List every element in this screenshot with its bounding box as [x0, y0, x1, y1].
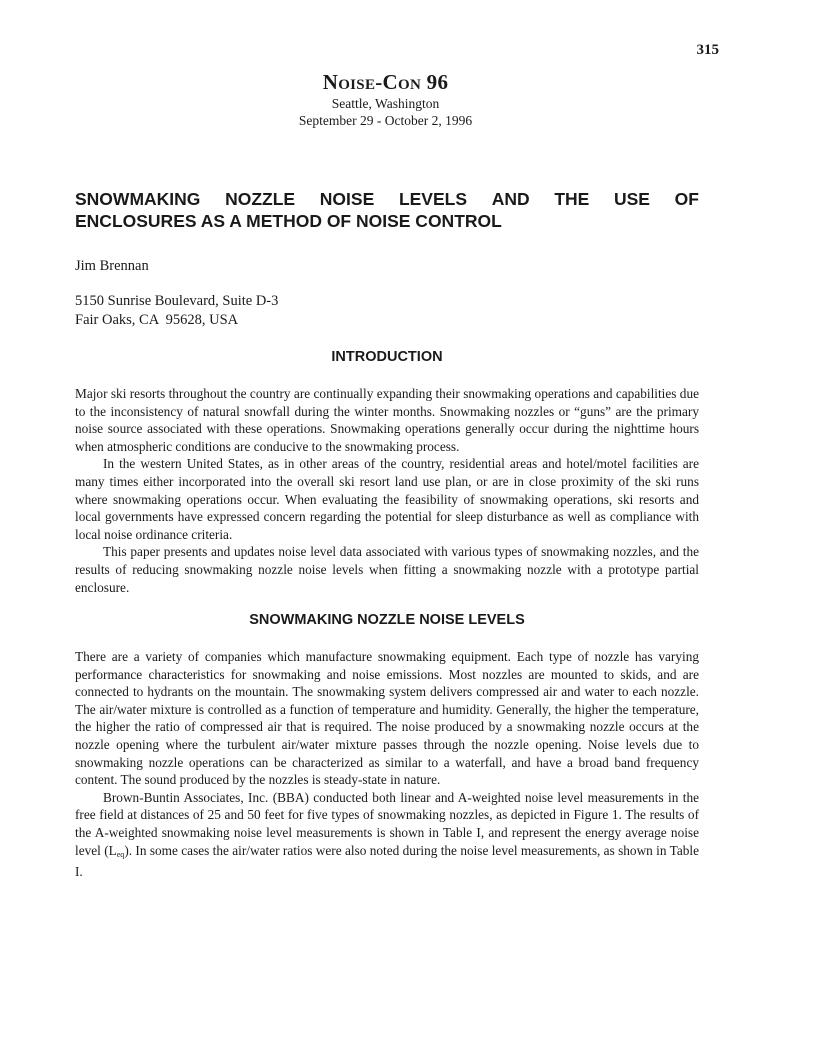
title-word: AND: [491, 189, 530, 209]
title-word: SNOWMAKING: [75, 189, 201, 209]
conference-header: [0, 70, 771, 129]
conference-name: Noise-Con 96: [322, 70, 449, 94]
paragraph-text: Brown-Buntin Associates, Inc. (BBA) conducted both linear and A-weighted noise level measurements in the free field at distances of 25 and 50 feet for five types of snowmaking nozzles, as depicted in Figure 1. The results of the A-weighted snowmaking noise level measurements is shown in Table I, and represent the energy average noise level (L: [75, 789, 699, 858]
paragraph: In the western United States, as in other areas of the country, residential areas and hotel/motel facilities are many times either incorporated into the overall ski resort land use plan, or are in close proximity of the ski runs where snowmaking operations occur. When evaluating the feasibility of snowmaking operations, ski resorts and local governments have expressed concern regarding the potential for sleep disturbance as well as compliance with local noise ordinance criteria.: [75, 456, 699, 542]
conference-dates: September 29 - October 2, 1996: [298, 113, 473, 128]
author-address: [75, 292, 278, 330]
paragraph: [75, 789, 699, 881]
address-line-2: Fair Oaks, CA 95628, USA: [75, 312, 239, 328]
nozzle-noise-levels-body: [75, 648, 699, 881]
title-word: LEVELS: [398, 189, 468, 209]
paper-title: [75, 188, 699, 232]
paragraph-text: ). In some cases the air/water ratios were also noted during the noise level measurements, as shown in Table I.: [75, 842, 699, 880]
paragraph: Major ski resorts throughout the country are continually expanding their snowmaking operations and capabilities due to the inconsistency of natural snowfall during the winter months. Snowmaking nozzles or “guns” are the primary noise source associated with these operations. Snowmaking operations generally occur during the nighttime hours when atmospheric conditions are conducive to the snowmaking process.: [75, 386, 699, 454]
paper-title-line-1: [75, 188, 699, 210]
introduction-body: [75, 385, 699, 596]
paragraph: This paper presents and updates noise level data associated with various types of snowmaking nozzles, and the results of reducing snowmaking nozzle noise levels when fitting a snowmaking nozzle with a prototype partial enclosure.: [75, 544, 699, 595]
title-word: OF: [674, 189, 699, 209]
title-word: USE: [614, 189, 650, 209]
page-number: 315: [696, 42, 719, 58]
paragraph: There are a variety of companies which manufacture snowmaking equipment. Each type of nozzle has varying performance characteristics for snowmaking and noise emissions. Most nozzles are mounted to skids, and are connected to hydrants on the mountain. The snowmaking system delivers compressed air and water to each nozzle. The air/water mixture is controlled as a function of temperature and humidity. Generally, the higher the temperature, the higher the ratio of compressed air that is required. The noise produced by a snowmaking nozzle occurs at the nozzle opening where the turbulent air/water mixture passes through the nozzle opening. Noise levels due to snowmaking nozzle operations can be characterized as similar to a waterfall, and have a broad band frequency content. The sound produced by the nozzles is steady-state in nature.: [75, 649, 699, 788]
paper-title-line-2: ENCLOSURES AS A METHOD OF NOISE CONTROL: [75, 211, 502, 231]
title-word: THE: [554, 189, 590, 209]
conference-location: Seattle, Washington: [331, 96, 440, 111]
address-line-1: 5150 Sunrise Boulevard, Suite D-3: [75, 293, 279, 309]
title-word: NOZZLE: [225, 189, 296, 209]
title-word: NOISE: [319, 189, 375, 209]
section-heading-introduction: INTRODUCTION: [331, 349, 443, 365]
author-name: Jim Brennan: [75, 258, 149, 274]
leq-subscript: eq: [116, 849, 125, 859]
section-heading-nozzle-noise-levels: SNOWMAKING NOZZLE NOISE LEVELS: [249, 612, 525, 628]
